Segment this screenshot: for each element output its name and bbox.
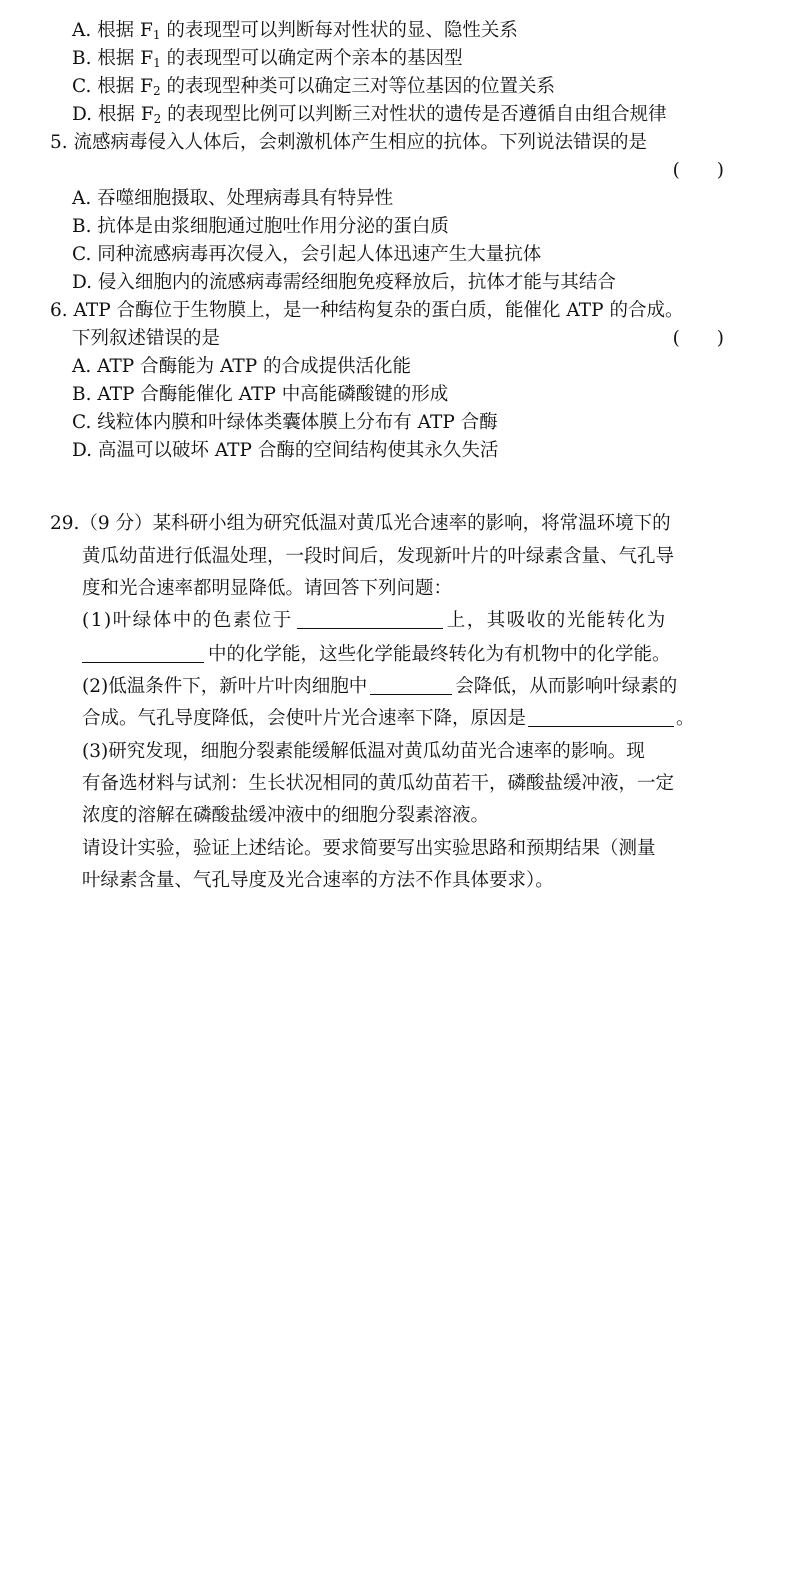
q29-part3-line1: (3)研究发现，细胞分裂素能缓解低温对黄瓜幼苗光合速率的影响。现 xyxy=(82,741,645,762)
q6-option-d: D. 高温可以破坏 ATP 合酶的空间结构使其永久失活 xyxy=(72,440,499,461)
q6-option-c: C. 线粒体内膜和叶绿体类囊体膜上分布有 ATP 合酶 xyxy=(72,412,498,433)
q6-stem-line1: 6. ATP 合酶位于生物膜上，是一种结构复杂的蛋白质，能催化 ATP 的合成。 xyxy=(50,300,684,321)
q5-answer-bracket: ( ) xyxy=(672,160,724,181)
q29-part1-line2: 中的化学能，这些化学能最终转化为有机物中的化学能。 xyxy=(82,643,671,667)
q4-option-b: B. 根据 $F_1$ 的表现型可以确定两个亲本的基因型 xyxy=(72,48,463,70)
q29-part3-line4: 请设计实验，验证上述结论。要求简要写出实验思路和预期结果（测量 xyxy=(82,838,656,859)
q29-stem-line3: 度和光合速率都明显降低。请回答下列问题： xyxy=(82,578,453,599)
q29-part3-line2: 有备选材料与试剂：生长状况相同的黄瓜幼苗若干，磷酸盐缓冲液，一定 xyxy=(82,773,675,794)
q6-stem-row2 xyxy=(0,327,794,351)
answer-blank-pigment-location[interactable] xyxy=(297,609,443,629)
q6-answer-bracket: ( ) xyxy=(672,328,724,349)
q29-part2-line2: 合成。气孔导度降低，会使叶片光合速率下降，原因是 。 xyxy=(82,708,695,729)
q5-option-c: C. 同种流感病毒再次侵入，会引起人体迅速产生大量抗体 xyxy=(72,244,542,265)
q29-stem-line2: 黄瓜幼苗进行低温处理，一段时间后，发现新叶片的叶绿素含量、气孔导 xyxy=(82,546,675,567)
q5-answer-bracket-row xyxy=(0,159,794,183)
q6-stem-line2: 下列叙述错误的是 xyxy=(72,328,221,349)
answer-blank-reduced-substance[interactable] xyxy=(370,675,452,695)
q29-part2-line1: (2)低温条件下，新叶片叶肉细胞中 会降低，从而影响叶绿素的 xyxy=(82,676,678,697)
answer-blank-reason[interactable] xyxy=(528,707,674,727)
q4-option-a: A. 根据 $F_1$ 的表现型可以判断每对性状的显、隐性关系 xyxy=(72,20,518,42)
q4-option-d: D. 根据 $F_2$ 的表现型比例可以判断三对性状的遗传是否遵循自由组合规律 xyxy=(72,104,667,126)
answer-blank-energy-carrier[interactable] xyxy=(82,643,204,663)
q29-part1-line1: (1)叶绿体中的色素位于 上，其吸收的光能转化为 xyxy=(82,610,667,631)
q4-option-c: C. 根据 $F_2$ 的表现型种类可以确定三对等位基因的位置关系 xyxy=(72,76,556,98)
q6-option-a: A. ATP 合酶能为 ATP 的合成提供活化能 xyxy=(72,356,412,377)
q5-option-b: B. 抗体是由浆细胞通过胞吐作用分泌的蛋白质 xyxy=(72,216,449,237)
q5-stem: 5. 流感病毒侵入人体后，会刺激机体产生相应的抗体。下列说法错误的是 xyxy=(50,132,648,153)
q29-part3-line3: 浓度的溶解在磷酸盐缓冲液中的细胞分裂素溶液。 xyxy=(82,805,490,826)
answer-area[interactable] xyxy=(50,910,744,1570)
q29-stem-line1: 29.（9 分）某科研小组为研究低温对黄瓜光合速率的影响，将常温环境下的 xyxy=(50,513,671,534)
q6-option-b: B. ATP 合酶能催化 ATP 中高能磷酸键的形成 xyxy=(72,384,449,405)
q5-option-a: A. 吞噬细胞摄取、处理病毒具有特异性 xyxy=(72,188,394,209)
q29-part3-line5: 叶绿素含量、气孔导度及光合速率的方法不作具体要求）。 xyxy=(82,870,554,891)
q5-option-d: D. 侵入细胞内的流感病毒需经细胞免疫释放后，抗体才能与其结合 xyxy=(72,272,616,293)
